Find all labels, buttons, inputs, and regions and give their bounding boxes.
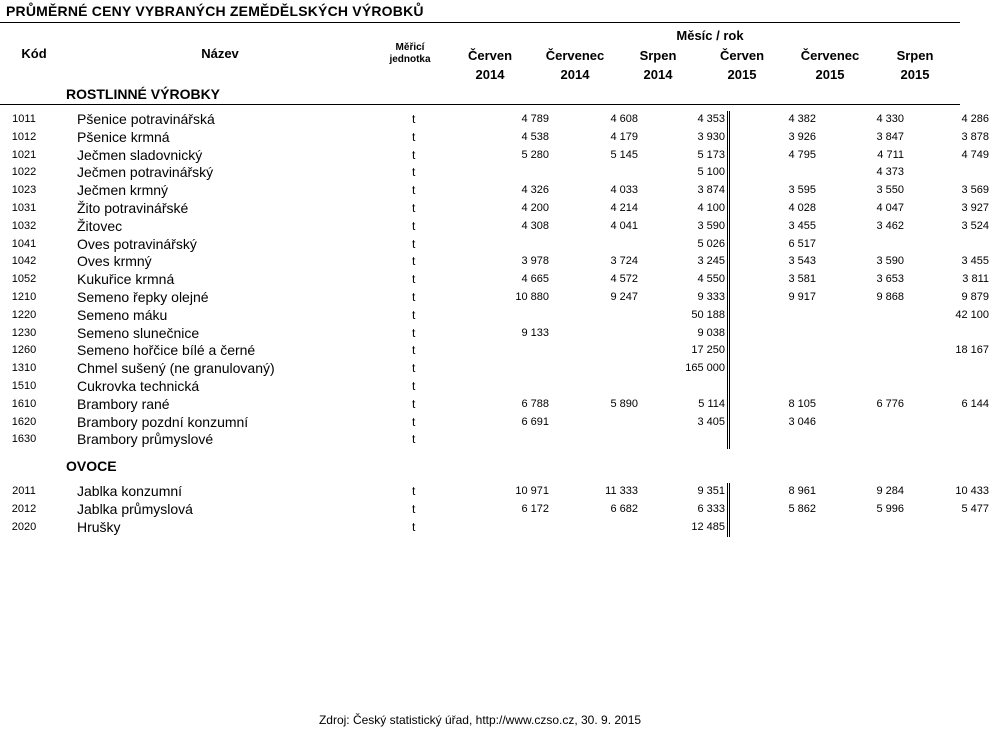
product-name: Brambory pozdní konzumní <box>77 413 249 430</box>
product-code: 2012 <box>11 502 37 515</box>
price-cell <box>442 431 551 449</box>
unit-cell: t <box>412 343 416 358</box>
source-note: Zdroj: Český statistický úřad, http://www.czso.cz, 30. 9. 2015 <box>318 713 642 727</box>
price-cell: 4 572 <box>610 273 638 286</box>
price-cell: 8 961 <box>788 485 816 498</box>
price-cell: 3 590 <box>876 255 904 268</box>
section-title-plant-products: ROSTLINNÉ VÝROBKY <box>66 86 221 102</box>
unit-cell: t <box>412 396 416 411</box>
product-code: 2020 <box>11 520 37 533</box>
price-cell: 3 524 <box>961 219 989 232</box>
header-name: Název <box>201 46 239 61</box>
product-name: Kukuřice krmná <box>77 271 175 288</box>
price-cell: 4 028 <box>788 201 816 214</box>
price-cell: 17 250 <box>640 342 729 360</box>
header-code: Kód <box>21 46 47 61</box>
table-row <box>0 111 991 129</box>
price-cell <box>551 236 640 254</box>
price-cell: 5 100 <box>640 164 729 182</box>
price-cell: 6 691 <box>521 415 549 428</box>
price-cell: 6 788 <box>521 397 549 410</box>
price-cell: 3 874 <box>640 182 729 200</box>
price-cell: 5 145 <box>610 148 638 161</box>
product-name: Hrušky <box>77 518 121 535</box>
product-name: Oves potravinářský <box>77 235 197 252</box>
unit-cell: t <box>412 112 416 126</box>
table-row <box>0 396 991 414</box>
price-cell: 3 590 <box>640 218 729 236</box>
price-cell <box>906 378 991 396</box>
header-col-3-month: Srpen <box>639 48 677 63</box>
price-cell: 9 133 <box>521 326 549 339</box>
unit-cell: t <box>412 484 416 499</box>
price-cell: 4 373 <box>876 166 904 179</box>
price-cell: 4 538 <box>521 130 549 143</box>
price-cell: 3 581 <box>788 273 816 286</box>
price-cell: 9 247 <box>610 290 638 303</box>
header-col-5-month: Červenec <box>800 48 860 63</box>
price-cell: 5 026 <box>640 236 729 254</box>
product-name: Jablka konzumní <box>77 483 183 500</box>
table-row <box>0 342 991 360</box>
price-cell: 9 333 <box>640 289 729 307</box>
price-cell: 9 351 <box>640 483 729 501</box>
price-cell <box>442 164 551 182</box>
price-cell: 3 724 <box>610 255 638 268</box>
product-code: 1012 <box>11 130 37 143</box>
unit-cell: t <box>412 378 416 393</box>
price-cell <box>906 164 991 182</box>
header-unit-line2: jednotka <box>389 54 431 65</box>
product-code: 1052 <box>11 273 37 286</box>
price-cell: 10 433 <box>955 485 989 498</box>
product-code: 1230 <box>11 326 37 339</box>
unit-cell: t <box>412 414 416 429</box>
price-cell: 5 477 <box>961 502 989 515</box>
price-cell <box>906 360 991 378</box>
price-cell: 4 795 <box>788 148 816 161</box>
product-code: 1021 <box>11 148 37 161</box>
price-cell <box>551 519 640 537</box>
price-cell <box>640 431 729 449</box>
price-cell <box>818 378 906 396</box>
price-cell: 4 179 <box>610 130 638 143</box>
product-name: Semeno slunečnice <box>77 324 200 341</box>
price-cell: 9 284 <box>876 485 904 498</box>
price-cell: 3 930 <box>640 129 729 147</box>
price-cell: 6 172 <box>521 502 549 515</box>
table-row <box>0 378 991 396</box>
table-row <box>0 218 991 236</box>
product-code: 1041 <box>11 237 37 250</box>
header-col-6-year: 2015 <box>900 67 930 82</box>
product-name: Ječmen potravinářský <box>77 164 214 181</box>
price-cell: 3 878 <box>961 130 989 143</box>
unit-cell: t <box>412 432 416 447</box>
price-cell: 5 173 <box>640 147 729 165</box>
price-cell: 3 927 <box>961 201 989 214</box>
product-code: 1042 <box>11 255 37 268</box>
price-cell: 4 665 <box>521 273 549 286</box>
unit-cell: t <box>412 183 416 198</box>
price-cell: 4 382 <box>788 113 816 125</box>
product-code: 1260 <box>11 344 37 357</box>
price-cell: 9 917 <box>788 290 816 303</box>
price-cell <box>818 236 906 254</box>
price-cell: 3 653 <box>876 273 904 286</box>
document-title: PRŮMĚRNÉ CENY VYBRANÝCH ZEMĚDĚLSKÝCH VÝROBKŮ <box>6 3 424 19</box>
price-cell: 10 880 <box>515 290 549 303</box>
price-cell <box>818 519 906 537</box>
price-cell: 4 047 <box>876 201 904 214</box>
price-cell: 3 811 <box>962 273 989 286</box>
table-row <box>0 164 991 182</box>
price-cell: 4 100 <box>640 200 729 218</box>
price-cell: 42 100 <box>955 308 989 321</box>
price-cell: 18 167 <box>955 344 989 357</box>
price-cell: 165 000 <box>640 360 729 378</box>
product-code: 1220 <box>11 308 37 321</box>
price-cell: 4 286 <box>961 113 989 125</box>
header-col-3-year: 2014 <box>643 67 673 82</box>
product-name: Ječmen krmný <box>77 182 169 199</box>
price-cell: 9 879 <box>961 290 989 303</box>
table-row <box>0 483 991 501</box>
table-row <box>0 414 991 432</box>
price-cell: 4 200 <box>521 201 549 214</box>
price-cell <box>818 414 906 432</box>
price-cell <box>551 414 640 432</box>
unit-cell: t <box>412 519 416 534</box>
price-cell: 3 455 <box>961 255 989 268</box>
header-col-4-year: 2015 <box>727 67 757 82</box>
price-cell <box>551 164 640 182</box>
price-cell <box>551 378 640 396</box>
price-cell <box>442 342 551 360</box>
price-cell <box>442 360 551 378</box>
product-name: Semeno hořčice bílé a černé <box>77 342 256 359</box>
price-cell: 4 214 <box>610 201 638 214</box>
price-cell <box>442 236 551 254</box>
unit-cell: t <box>412 147 416 162</box>
price-cell <box>906 519 991 537</box>
price-cell: 3 455 <box>788 219 816 232</box>
product-name: Semeno máku <box>77 306 168 323</box>
product-code: 1210 <box>11 290 37 303</box>
table-row <box>0 501 991 519</box>
product-name: Pšenice potravinářská <box>77 111 215 127</box>
section-spacer <box>0 449 48 483</box>
price-cell <box>729 360 819 378</box>
price-cell: 9 868 <box>876 290 904 303</box>
price-cell <box>442 307 551 325</box>
price-cell <box>729 325 819 343</box>
price-cell: 4 330 <box>876 113 904 125</box>
price-table <box>0 111 991 537</box>
unit-cell: t <box>412 289 416 304</box>
price-cell: 6 144 <box>961 397 989 410</box>
price-cell <box>906 236 991 254</box>
unit-cell: t <box>412 254 416 269</box>
table-row <box>0 325 991 343</box>
product-code: 1610 <box>11 397 37 410</box>
price-cell: 4 353 <box>640 111 729 129</box>
header-col-2-year: 2014 <box>560 67 590 82</box>
table-row <box>0 200 991 218</box>
price-cell <box>818 325 906 343</box>
price-cell: 5 890 <box>610 397 638 410</box>
table-row <box>0 253 991 271</box>
price-cell: 6 517 <box>788 237 816 250</box>
table-row <box>0 236 991 254</box>
product-code: 1630 <box>11 433 37 446</box>
price-cell: 5 114 <box>640 396 729 414</box>
price-cell <box>551 360 640 378</box>
unit-cell: t <box>412 272 416 287</box>
price-cell <box>729 378 819 396</box>
price-cell <box>906 431 991 449</box>
price-cell <box>442 378 551 396</box>
price-table-body <box>0 111 991 537</box>
price-cell: 11 333 <box>605 485 638 498</box>
header-period-group: Měsíc / rok <box>676 28 744 43</box>
product-code: 1031 <box>11 201 37 214</box>
product-code: 1310 <box>11 362 37 375</box>
product-code: 1510 <box>11 379 37 392</box>
price-cell <box>729 431 819 449</box>
header-col-1-year: 2014 <box>475 67 505 82</box>
price-cell <box>729 342 819 360</box>
price-cell: 3 926 <box>788 130 816 143</box>
price-cell: 4 041 <box>610 219 638 232</box>
price-cell: 3 405 <box>640 414 729 432</box>
unit-cell: t <box>412 129 416 144</box>
table-row <box>0 360 991 378</box>
header-col-1-month: Červen <box>467 48 513 63</box>
product-name: Brambory rané <box>77 395 170 412</box>
price-cell: 6 776 <box>876 397 904 410</box>
section-header-row <box>0 449 991 483</box>
product-name: Semeno řepky olejné <box>77 288 209 305</box>
unit-cell: t <box>412 325 416 340</box>
table-row <box>0 519 991 537</box>
header-top-rule <box>0 22 960 23</box>
unit-cell: t <box>412 236 416 251</box>
table-row <box>0 147 991 165</box>
table-row <box>0 129 991 147</box>
price-cell: 4 608 <box>610 113 638 125</box>
unit-cell: t <box>412 165 416 180</box>
price-cell <box>818 342 906 360</box>
price-cell: 5 996 <box>876 502 904 515</box>
header-col-6-month: Srpen <box>896 48 934 63</box>
table-row <box>0 289 991 307</box>
price-cell: 3 569 <box>961 184 989 197</box>
price-cell <box>729 519 819 537</box>
product-code: 2011 <box>12 485 36 498</box>
unit-cell: t <box>412 200 416 215</box>
price-cell: 8 105 <box>788 397 816 410</box>
product-code: 1032 <box>11 219 37 232</box>
price-cell: 4 326 <box>521 184 549 197</box>
price-cell: 6 682 <box>610 502 638 515</box>
price-cell: 4 789 <box>521 113 549 125</box>
price-cell: 4 749 <box>961 148 989 161</box>
price-cell: 3 046 <box>788 415 816 428</box>
header-col-4-month: Červen <box>719 48 765 63</box>
table-row <box>0 307 991 325</box>
price-cell <box>551 342 640 360</box>
price-cell: 5 862 <box>788 502 816 515</box>
price-cell: 3 595 <box>788 184 816 197</box>
unit-cell: t <box>412 307 416 322</box>
product-code: 1023 <box>11 184 37 197</box>
price-cell: 3 847 <box>876 130 904 143</box>
price-cell: 50 188 <box>640 307 729 325</box>
price-cell: 3 245 <box>640 253 729 271</box>
price-cell <box>442 519 551 537</box>
price-cell <box>818 307 906 325</box>
price-cell: 6 333 <box>640 501 729 519</box>
table-row <box>0 182 991 200</box>
price-cell <box>729 307 819 325</box>
product-code: 1620 <box>11 415 37 428</box>
price-cell <box>551 431 640 449</box>
price-cell <box>906 414 991 432</box>
price-cell <box>906 325 991 343</box>
table-row <box>0 271 991 289</box>
price-cell: 3 550 <box>876 184 904 197</box>
price-cell: 10 971 <box>515 485 549 498</box>
unit-cell: t <box>412 501 416 516</box>
product-name: Žito potravinářské <box>77 199 189 216</box>
price-cell: 4 033 <box>610 184 638 197</box>
price-cell: 9 038 <box>640 325 729 343</box>
header-col-5-year: 2015 <box>815 67 845 82</box>
product-name: Ječmen sladovnický <box>77 146 203 163</box>
header-bottom-rule <box>0 104 960 105</box>
product-name: Cukrovka technická <box>77 377 200 394</box>
header-unit-line1: Měřicí <box>395 42 425 53</box>
price-cell: 3 543 <box>788 255 816 268</box>
price-cell: 4 308 <box>521 219 549 232</box>
product-name: Oves krmný <box>77 253 152 270</box>
product-name: Brambory průmyslové <box>77 431 214 448</box>
price-cell <box>818 360 906 378</box>
unit-cell: t <box>412 361 416 376</box>
product-code: 1022 <box>11 166 37 179</box>
section-title: OVOCE <box>66 458 117 475</box>
product-name: Chmel sušený (ne granulovaný) <box>77 360 275 377</box>
price-cell: 3 462 <box>876 219 904 232</box>
product-name: Žitovec <box>77 217 123 234</box>
price-cell <box>640 378 729 396</box>
price-cell: 4 550 <box>640 271 729 289</box>
table-row <box>0 431 991 449</box>
price-cell: 12 485 <box>640 519 729 537</box>
price-cell <box>551 307 640 325</box>
header-col-2-month: Červenec <box>545 48 605 63</box>
price-cell: 4 711 <box>877 148 904 161</box>
price-cell: 5 280 <box>521 148 549 161</box>
price-cell: 3 978 <box>521 255 549 268</box>
price-cell <box>729 164 819 182</box>
product-name: Jablka průmyslová <box>77 500 193 517</box>
product-name: Pšenice krmná <box>77 128 170 145</box>
unit-cell: t <box>412 218 416 233</box>
product-code: 1011 <box>12 113 36 125</box>
price-cell <box>818 431 906 449</box>
price-cell <box>551 325 640 343</box>
